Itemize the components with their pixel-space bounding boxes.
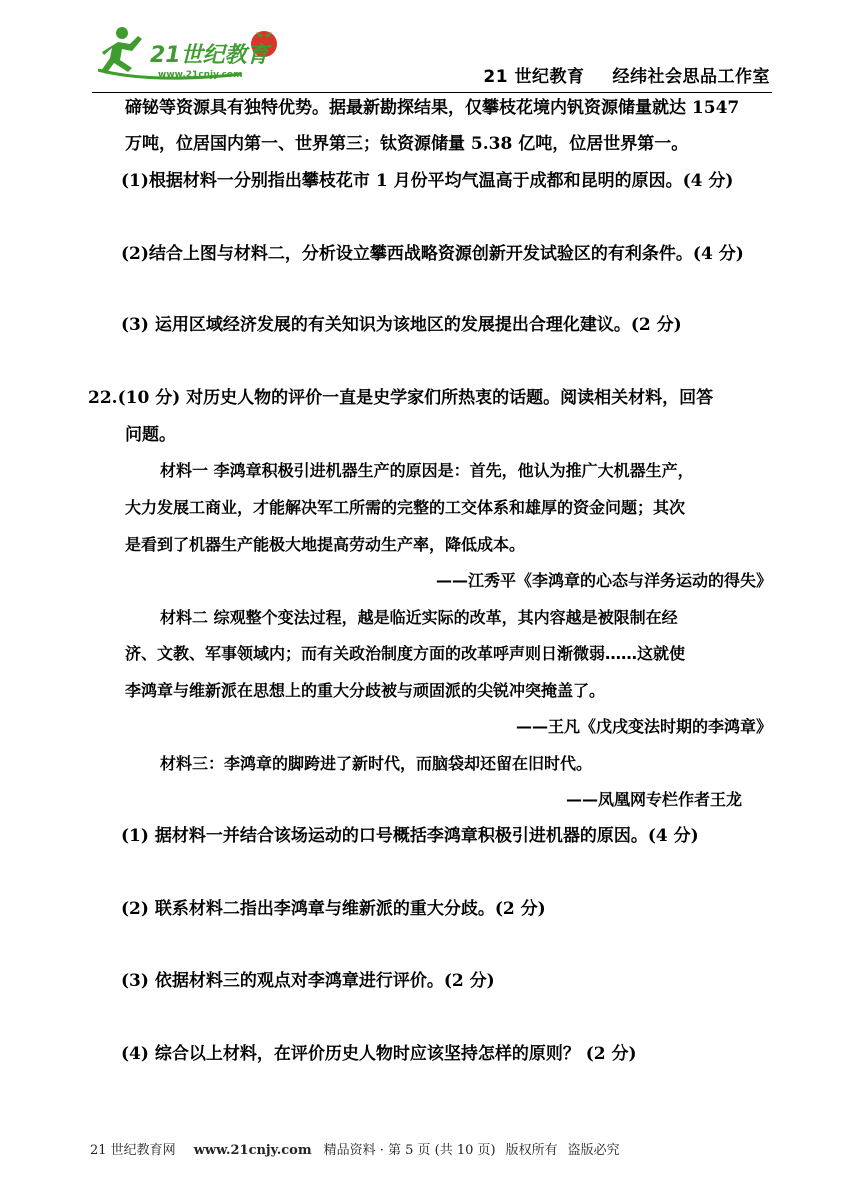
page-footer (90, 1139, 620, 1158)
question-22-3: (3) 依据材料三的观点对李鸿章进行评价。(2 分) (121, 971, 495, 991)
question-22-1: (1) 据材料一并结合该场运动的口号概括李鸿章积极引进机器的原因。(4 分) (121, 826, 699, 846)
material-3-source: ——凤凰网专栏作者王龙 (565, 790, 742, 809)
material-1-source: ——江秀平《李鸿章的心态与洋务运动的得失》 (435, 571, 772, 590)
material-2-source: ——王凡《戊戌变法时期的李鸿章》 (515, 717, 772, 736)
logo-21cnjy (92, 22, 292, 86)
material-2-text: 李鸿章与维新派在思想上的重大分歧被与顽固派的尖锐冲突掩盖了。 (125, 681, 606, 700)
logo-text: 21世纪教育 (150, 43, 269, 68)
text-line: 万吨，位居国内第一、世界第三；钛资源储量 5.38 亿吨，位居世界第一。 (125, 134, 689, 154)
header-divider (92, 92, 772, 93)
question-21-3: (3) 运用区域经济发展的有关知识为该地区的发展提出合理化建议。(2 分) (121, 315, 682, 335)
material-3-text: 材料三：李鸿章的脚跨进了新时代，而脑袋却还留在旧时代。 (160, 754, 593, 773)
material-1-text: 是看到了机器生产能极大地提高劳动生产率，降低成本。 (125, 535, 526, 554)
header-studio: 经纬社会思品工作室 (612, 67, 770, 87)
material-2-text: 济、文教、军事领域内；而有关政治制度方面的改革呼声则日渐微弱……这就使 (125, 644, 686, 663)
question-22-4: (4) 综合以上材料，在评价历史人物时应该坚持怎样的原则？ (2 分) (121, 1044, 637, 1064)
question-21-1: (1)根据材料一分别指出攀枝花市 1 月份平均气温高于成都和昆明的原因。(4 分) (121, 171, 734, 191)
question-22-2: (2) 联系材料二指出李鸿章与维新派的重大分歧。(2 分) (121, 899, 546, 919)
footer-warning: 盗版必究 (567, 1143, 620, 1158)
logo-url: www.21cnjy.com (158, 70, 243, 80)
text-line: 碲铋等资源具有独特优势。据最新勘探结果，仅攀枝花境内钒资源储量就达 1547 (125, 98, 740, 118)
header-title (483, 62, 770, 87)
material-1-text: 大力发展工商业，才能解决军工所需的完整的工交体系和雄厚的资金问题；其次 (125, 498, 686, 517)
runner-icon (101, 27, 142, 74)
footer-rights: 版权所有 (505, 1143, 558, 1158)
material-2-text: 材料二 综观整个变法过程，越是临近实际的改革，其内容越是被限制在经 (160, 608, 678, 627)
footer-url[interactable]: www.21cnjy.com (193, 1143, 312, 1158)
material-1-text: 材料一 李鸿章积极引进机器生产的原因是：首先，他认为推广大机器生产， (160, 461, 694, 480)
question-22-stem: 22.(10 分) 对历史人物的评价一直是史学家们所热衷的话题。阅读相关材料，回答 (88, 388, 714, 408)
question-22-stem-cont: 问题。 (125, 425, 176, 445)
question-21-2: (2)结合上图与材料二，分析设立攀西战略资源创新开发试验区的有利条件。(4 分) (121, 244, 744, 264)
header-org: 21 世纪教育 (483, 67, 585, 87)
footer-page-info: 精品资料 · 第 5 页 (共 10 页) (323, 1143, 496, 1158)
footer-site: 21 世纪教育网 (90, 1143, 176, 1158)
